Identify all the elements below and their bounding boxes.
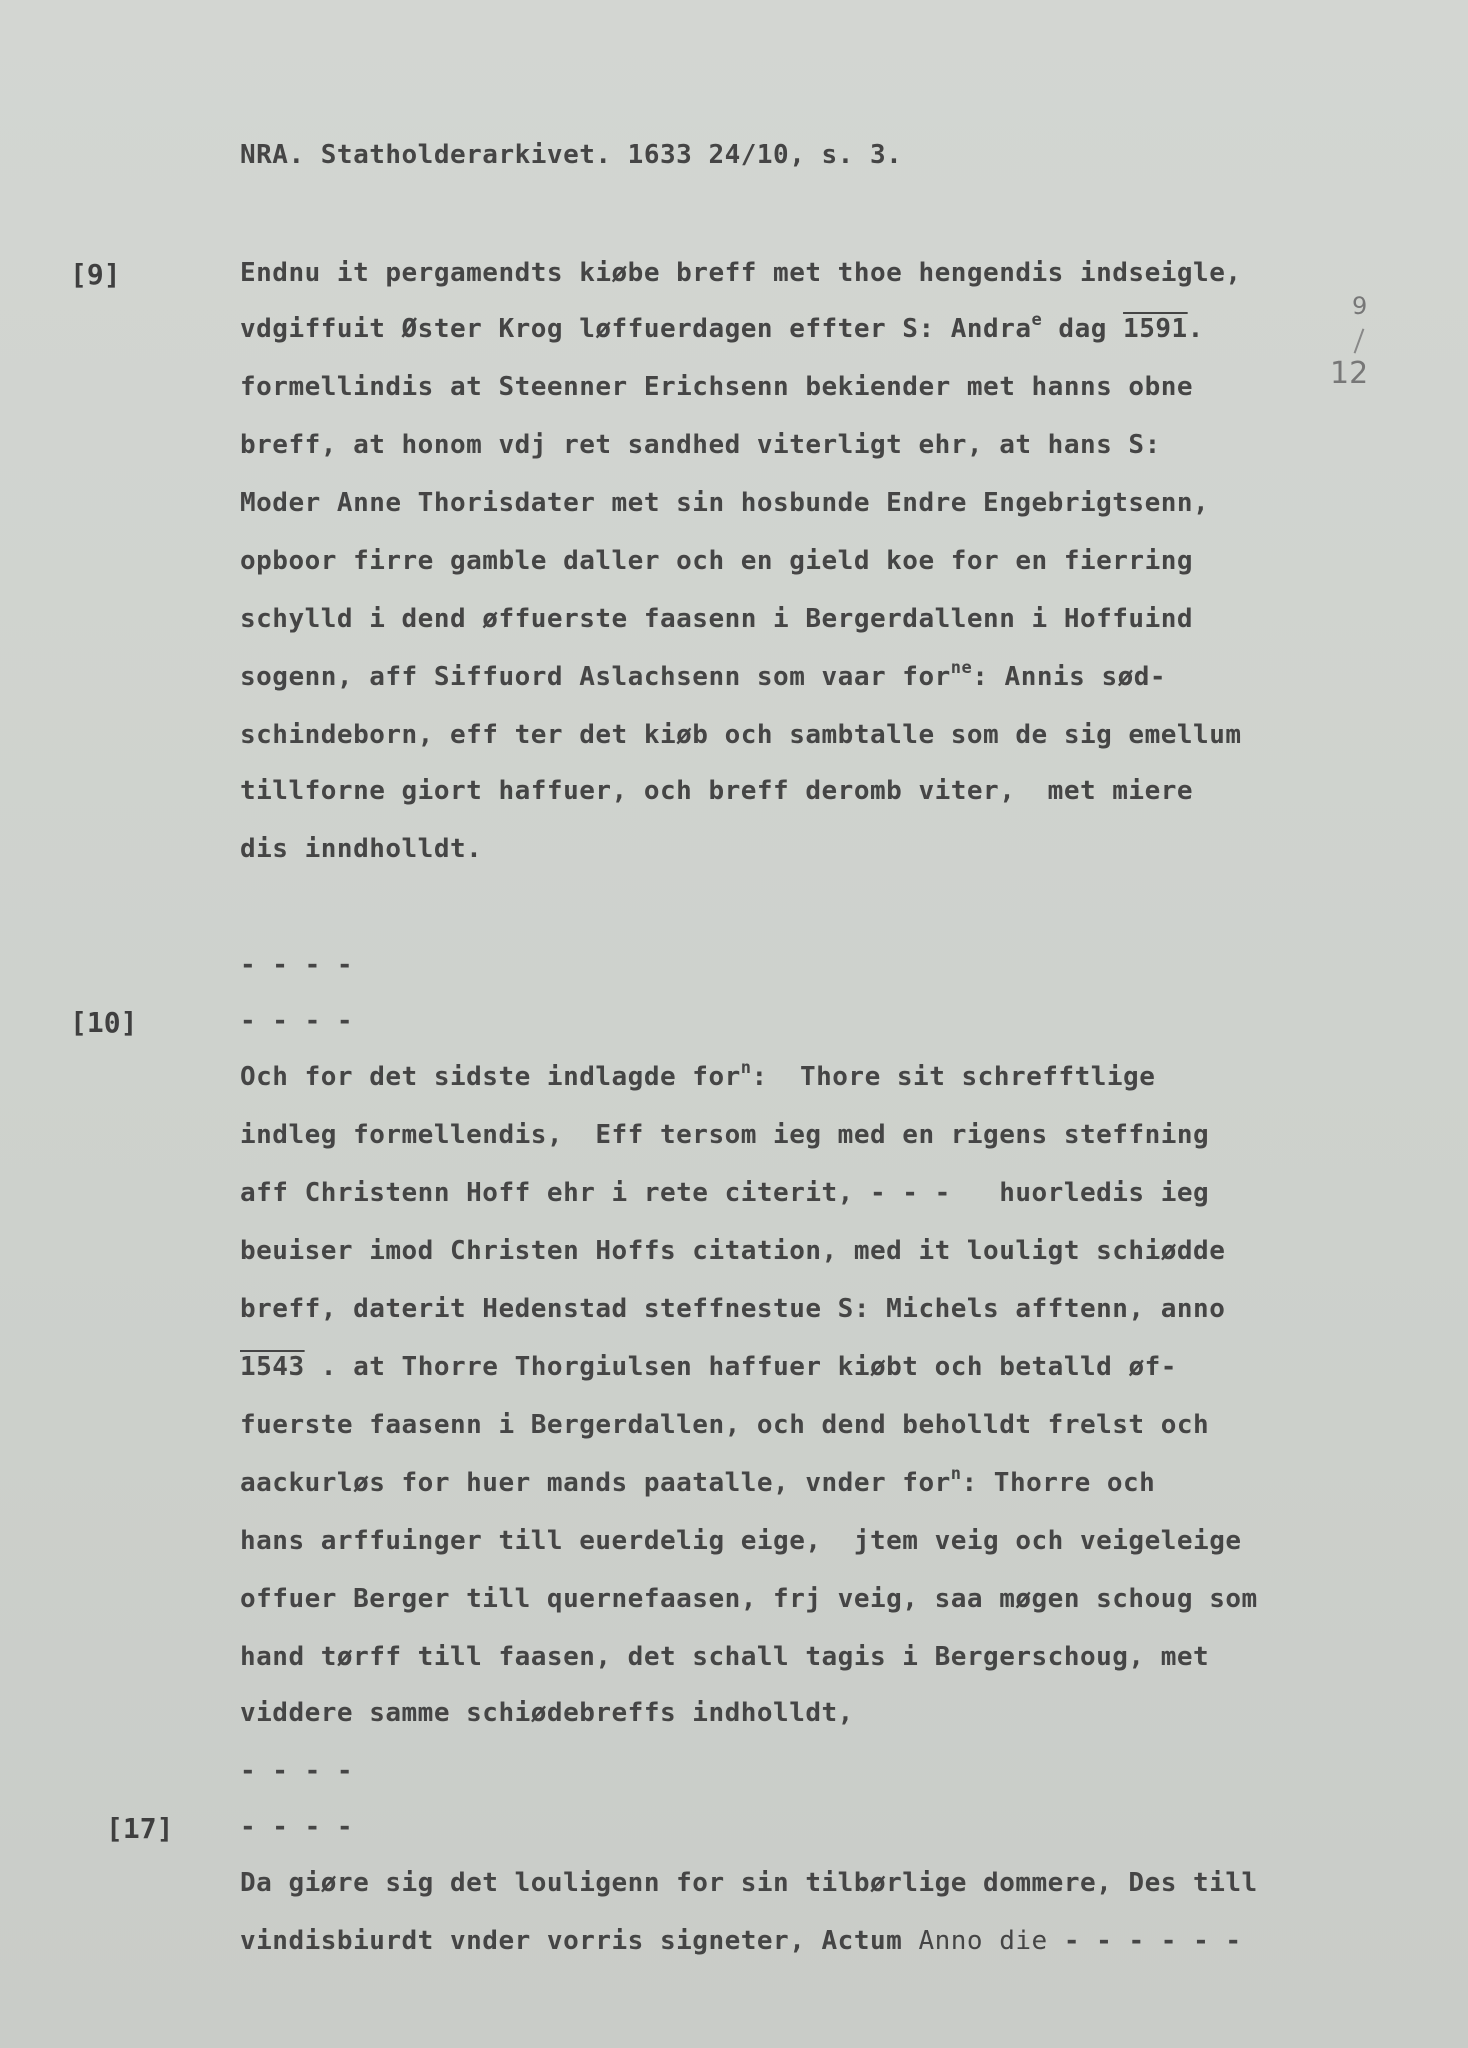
text-line bbox=[240, 310, 1204, 344]
text-line bbox=[240, 658, 1167, 692]
text-line: aff Christenn Hoff ehr i rete citerit, - - - huorledis ieg bbox=[240, 1178, 1210, 1208]
text-line: Endnu it pergamendts kiøbe breff met thoe hengendis indseigle, bbox=[240, 258, 1242, 288]
pencil-note-top: 9 bbox=[1352, 292, 1368, 320]
text-line: Da giøre sig det louligenn for sin tilbørlige dommere, Des till bbox=[240, 1868, 1258, 1898]
text-span: : Thorre och bbox=[961, 1468, 1156, 1498]
dash-separator: - - - - bbox=[240, 1756, 354, 1786]
text-line: dis inndholldt. bbox=[240, 834, 483, 864]
section-number-10: [10] bbox=[70, 1006, 138, 1039]
superscript: n bbox=[950, 1464, 962, 1484]
text-line: breff, at honom vdj ret sandhed viterligt ehr, at hans S: bbox=[240, 430, 1161, 460]
superscript: n bbox=[740, 1058, 752, 1078]
text-span: Och for det sidste indlagde for bbox=[240, 1062, 741, 1092]
text-line: tillforne giort haffuer, och breff deromb viter, met miere bbox=[240, 776, 1194, 806]
text-line: hans arffuinger till euerdelig eige, jtem veig och veigeleige bbox=[240, 1526, 1242, 1556]
year-overlined: 1543 bbox=[240, 1352, 305, 1382]
text-line: hand tørff till faasen, det schall tagis i Bergerschoug, met bbox=[240, 1642, 1210, 1672]
year-overlined: 1591 bbox=[1123, 314, 1188, 344]
text-line: opboor firre gamble daller och en gield koe for en fierring bbox=[240, 546, 1194, 576]
text-span: dag bbox=[1042, 314, 1124, 344]
text-span: : Thore sit schrefftlige bbox=[751, 1062, 1156, 1092]
section-number-17: [17] bbox=[106, 1812, 174, 1845]
text-line bbox=[240, 1464, 1156, 1498]
text-line bbox=[240, 1058, 1156, 1092]
dash-separator: - - - - bbox=[240, 1812, 354, 1842]
dash-separator: - - - - bbox=[240, 1006, 354, 1036]
text-span: aackurløs for huer mands paatalle, vnder for bbox=[240, 1468, 951, 1498]
text-span: vdgiffuit Øster Krog løffuerdagen effter S: Andra bbox=[240, 314, 1032, 344]
text-span: - - - - - - bbox=[1047, 1926, 1242, 1956]
text-span: Anno die bbox=[918, 1926, 1048, 1956]
text-line: Moder Anne Thorisdater met sin hosbunde Endre Engebrigtsenn, bbox=[240, 488, 1210, 518]
text-line: indleg formellendis, Eff tersom ieg med en rigens steffning bbox=[240, 1120, 1210, 1150]
text-line: offuer Berger till quernefaasen, frj veig, saa møgen schoug som bbox=[240, 1584, 1258, 1614]
text-line bbox=[240, 1352, 1177, 1382]
text-span: vindisbiurdt vnder vorris signeter, Actum bbox=[240, 1926, 919, 1956]
text-span: : Annis sød- bbox=[972, 662, 1167, 692]
pencil-note-slash bbox=[1354, 328, 1365, 353]
text-line: schylld i dend øffuerste faasenn i Bergerdallenn i Hoffuind bbox=[240, 604, 1194, 634]
text-span: . bbox=[1187, 314, 1204, 344]
section-number-9: [9] bbox=[70, 258, 121, 291]
text-line: breff, daterit Hedenstad steffnestue S: Michels afftenn, anno bbox=[240, 1294, 1226, 1324]
text-span: . at Thorre Thorgiulsen haffuer kiøbt och betalld øf- bbox=[304, 1352, 1177, 1382]
text-line: fuerste faasenn i Bergerdallen, och dend beholldt frelst och bbox=[240, 1410, 1210, 1440]
text-line: formellindis at Steenner Erichsenn bekiender met hanns obne bbox=[240, 372, 1194, 402]
text-line: beuiser imod Christen Hoffs citation, med it louligt schiødde bbox=[240, 1236, 1226, 1266]
document-header: NRA. Statholderarkivet. 1633 24/10, s. 3. bbox=[240, 140, 903, 170]
superscript: ne bbox=[950, 658, 973, 678]
superscript: e bbox=[1031, 310, 1043, 330]
text-line: schindeborn, eff ter det kiøb och sambtalle som de sig emellum bbox=[240, 720, 1242, 750]
text-line bbox=[240, 1926, 1242, 1956]
pencil-note-bottom: 12 bbox=[1330, 356, 1369, 391]
text-line: viddere samme schiødebreffs indholldt, bbox=[240, 1698, 854, 1728]
text-span: sogenn, aff Siffuord Aslachsenn som vaar for bbox=[240, 662, 951, 692]
dash-separator: - - - - bbox=[240, 950, 354, 980]
